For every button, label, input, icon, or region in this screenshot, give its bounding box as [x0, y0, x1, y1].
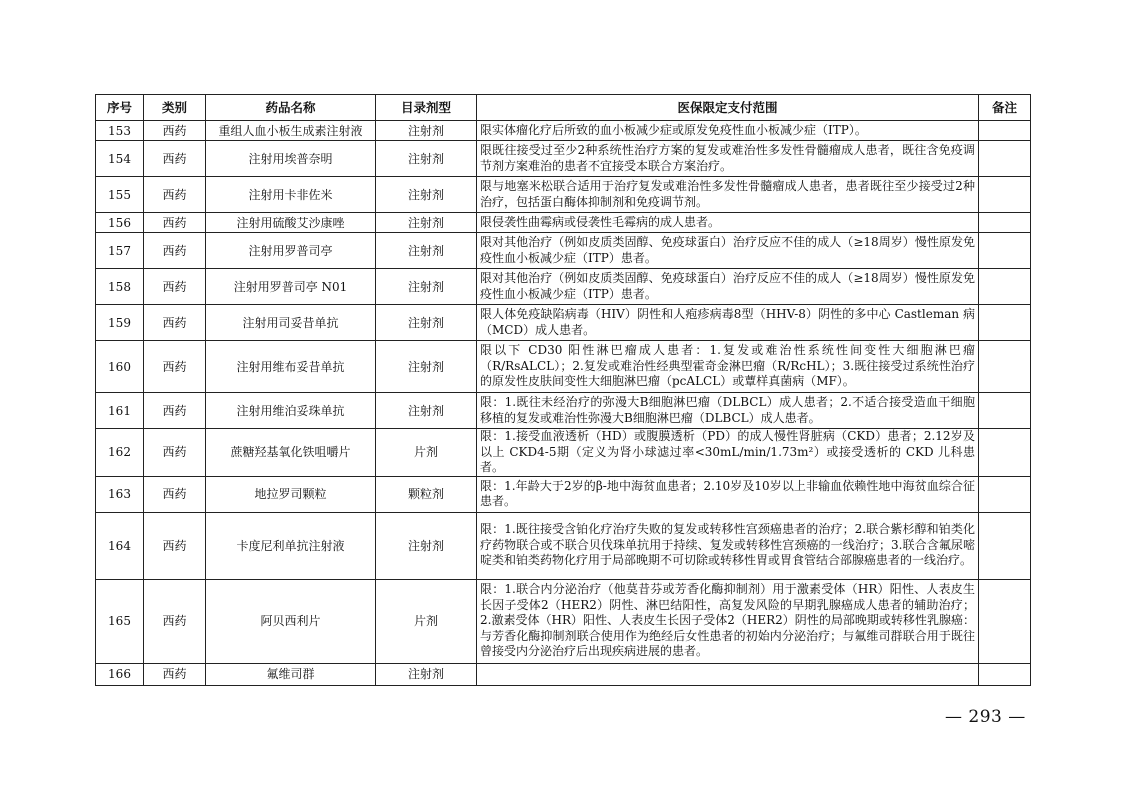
cell-category: 西药 — [144, 663, 206, 685]
cell-index: 158 — [96, 269, 144, 305]
cell-drug-name: 注射用埃普奈明 — [206, 141, 376, 177]
cell-category: 西药 — [144, 579, 206, 663]
table-row — [96, 213, 1031, 233]
table-row — [96, 393, 1031, 429]
table-row — [96, 269, 1031, 305]
cell-remark — [979, 269, 1031, 305]
cell-payment-scope: 限侵袭性曲霉病或侵袭性毛霉病的成人患者。 — [477, 213, 979, 233]
cell-index: 161 — [96, 393, 144, 429]
cell-remark — [979, 393, 1031, 429]
cell-remark — [979, 429, 1031, 477]
cell-index: 154 — [96, 141, 144, 177]
cell-remark — [979, 579, 1031, 663]
header-category: 类别 — [144, 95, 206, 121]
cell-dosage-form: 注射剂 — [376, 663, 477, 685]
cell-dosage-form: 注射剂 — [376, 233, 477, 269]
cell-payment-scope: 限与地塞米松联合适用于治疗复发或难治性多发性骨髓瘤成人患者，患者既往至少接受过2种治疗，包括蛋白酶体抑制剂和免疫调节剂。 — [477, 177, 979, 213]
cell-index: 157 — [96, 233, 144, 269]
cell-payment-scope: 限：1.年龄大于2岁的β-地中海贫血患者；2.10岁及10岁以上非输血依赖性地中海贫血综合征患者。 — [477, 476, 979, 512]
cell-remark — [979, 512, 1031, 579]
cell-category: 西药 — [144, 121, 206, 141]
cell-index: 165 — [96, 579, 144, 663]
cell-index: 155 — [96, 177, 144, 213]
cell-drug-name: 注射用维布妥昔单抗 — [206, 341, 376, 393]
cell-drug-name: 氟维司群 — [206, 663, 376, 685]
cell-payment-scope: 限：1.既往未经治疗的弥漫大B细胞淋巴瘤（DLBCL）成人患者；2.不适合接受造血干细胞移植的复发或难治性弥漫大B细胞淋巴瘤（DLBCL）成人患者。 — [477, 393, 979, 429]
cell-drug-name: 地拉罗司颗粒 — [206, 476, 376, 512]
table-header — [96, 95, 1031, 121]
cell-category: 西药 — [144, 141, 206, 177]
cell-index: 160 — [96, 341, 144, 393]
cell-dosage-form: 注射剂 — [376, 121, 477, 141]
cell-drug-name: 注射用罗普司亭 N01 — [206, 269, 376, 305]
cell-payment-scope: 限：1.联合内分泌治疗（他莫昔芬或芳香化酶抑制剂）用于激素受体（HR）阳性、人表皮生长因子受体2（HER2）阴性、淋巴结阳性，高复发风险的早期乳腺癌成人患者的辅助治疗；2.激素受体（HR）阳性、人表皮生长因子受体2（HER2）阴性的局部晚期或转移性乳腺癌：与芳香化酶抑制剂联合使用作为绝经后女性患者的初始内分泌治疗；与氟维司群联合用于既往曾接受内分泌治疗后出现疾病进展的患者。 — [477, 579, 979, 663]
cell-category: 西药 — [144, 429, 206, 477]
header-drug-name: 药品名称 — [206, 95, 376, 121]
cell-drug-name: 注射用卡非佐米 — [206, 177, 376, 213]
cell-index: 159 — [96, 305, 144, 341]
cell-index: 156 — [96, 213, 144, 233]
cell-category: 西药 — [144, 512, 206, 579]
cell-payment-scope: 限：1.接受血液透析（HD）或腹膜透析（PD）的成人慢性肾脏病（CKD）患者；2.12岁及以上 CKD4-5期（定义为肾小球滤过率<30mL/min/1.73m²）或接受透析的 CKD 儿科患者。 — [477, 429, 979, 477]
cell-payment-scope — [477, 663, 979, 685]
cell-category: 西药 — [144, 393, 206, 429]
cell-dosage-form: 注射剂 — [376, 213, 477, 233]
cell-remark — [979, 233, 1031, 269]
table-row — [96, 476, 1031, 512]
cell-remark — [979, 476, 1031, 512]
cell-payment-scope: 限实体瘤化疗后所致的血小板减少症或原发免疫性血小板减少症（ITP）。 — [477, 121, 979, 141]
cell-category: 西药 — [144, 341, 206, 393]
cell-index: 163 — [96, 476, 144, 512]
cell-payment-scope: 限对其他治疗（例如皮质类固醇、免疫球蛋白）治疗反应不佳的成人（≥18周岁）慢性原发免疫性血小板减少症（ITP）患者。 — [477, 233, 979, 269]
cell-dosage-form: 片剂 — [376, 429, 477, 477]
cell-category: 西药 — [144, 269, 206, 305]
cell-category: 西药 — [144, 476, 206, 512]
cell-payment-scope: 限人体免疫缺陷病毒（HIV）阴性和人疱疹病毒8型（HHV-8）阴性的多中心 Castleman 病（MCD）成人患者。 — [477, 305, 979, 341]
table-header-row — [96, 95, 1031, 121]
cell-drug-name: 注射用维泊妥珠单抗 — [206, 393, 376, 429]
cell-dosage-form: 注射剂 — [376, 393, 477, 429]
table-row — [96, 512, 1031, 579]
cell-payment-scope: 限以下 CD30 阳性淋巴瘤成人患者：1.复发或难治性系统性间变性大细胞淋巴瘤（R/RsALCL）；2.复发或难治性经典型霍奇金淋巴瘤（R/RcHL）；3.既往接受过系统性治疗的原发性皮肤间变性大细胞淋巴瘤（pcALCL）或蕈样真菌病（MF）。 — [477, 341, 979, 393]
cell-dosage-form: 注射剂 — [376, 269, 477, 305]
table-row — [96, 305, 1031, 341]
table-row — [96, 663, 1031, 685]
table-row — [96, 177, 1031, 213]
header-index: 序号 — [96, 95, 144, 121]
cell-dosage-form: 注射剂 — [376, 141, 477, 177]
cell-remark — [979, 213, 1031, 233]
cell-dosage-form: 注射剂 — [376, 305, 477, 341]
table-row — [96, 579, 1031, 663]
table-row — [96, 121, 1031, 141]
cell-payment-scope: 限既往接受过至少2种系统性治疗方案的复发或难治性多发性骨髓瘤成人患者，既往含免疫调节剂方案难治的患者不宜接受本联合方案治疗。 — [477, 141, 979, 177]
cell-index: 153 — [96, 121, 144, 141]
table-row — [96, 429, 1031, 477]
header-remark: 备注 — [979, 95, 1031, 121]
cell-dosage-form: 颗粒剂 — [376, 476, 477, 512]
cell-remark — [979, 121, 1031, 141]
cell-drug-name: 蔗糖羟基氧化铁咀嚼片 — [206, 429, 376, 477]
cell-index: 164 — [96, 512, 144, 579]
page-number: — 293 — — [945, 707, 1026, 727]
table-row — [96, 233, 1031, 269]
cell-remark — [979, 177, 1031, 213]
cell-remark — [979, 305, 1031, 341]
cell-payment-scope: 限：1.既往接受含铂化疗治疗失败的复发或转移性宫颈癌患者的治疗；2.联合紫杉醇和铂类化疗药物联合或不联合贝伐珠单抗用于持续、复发或转移性宫颈癌的一线治疗；3.联合含氟尿嘧啶类和铂类药物化疗用于局部晚期不可切除或转移性胃或胃食管结合部腺癌患者的一线治疗。 — [477, 512, 979, 579]
cell-payment-scope: 限对其他治疗（例如皮质类固醇、免疫球蛋白）治疗反应不佳的成人（≥18周岁）慢性原发免疫性血小板减少症（ITP）患者。 — [477, 269, 979, 305]
cell-dosage-form: 片剂 — [376, 579, 477, 663]
cell-category: 西药 — [144, 233, 206, 269]
cell-drug-name: 注射用硫酸艾沙康唑 — [206, 213, 376, 233]
drug-reimbursement-table — [95, 94, 1031, 686]
cell-category: 西药 — [144, 305, 206, 341]
cell-dosage-form: 注射剂 — [376, 341, 477, 393]
cell-category: 西药 — [144, 213, 206, 233]
table-row — [96, 341, 1031, 393]
cell-drug-name: 重组人血小板生成素注射液 — [206, 121, 376, 141]
cell-dosage-form: 注射剂 — [376, 512, 477, 579]
cell-remark — [979, 663, 1031, 685]
cell-remark — [979, 141, 1031, 177]
table-body — [96, 121, 1031, 686]
cell-drug-name: 卡度尼利单抗注射液 — [206, 512, 376, 579]
cell-drug-name: 阿贝西利片 — [206, 579, 376, 663]
cell-dosage-form: 注射剂 — [376, 177, 477, 213]
cell-drug-name: 注射用司妥昔单抗 — [206, 305, 376, 341]
cell-index: 162 — [96, 429, 144, 477]
cell-category: 西药 — [144, 177, 206, 213]
cell-remark — [979, 341, 1031, 393]
cell-drug-name: 注射用罗普司亭 — [206, 233, 376, 269]
table-row — [96, 141, 1031, 177]
cell-index: 166 — [96, 663, 144, 685]
header-dosage-form: 目录剂型 — [376, 95, 477, 121]
header-payment-scope: 医保限定支付范围 — [477, 95, 979, 121]
